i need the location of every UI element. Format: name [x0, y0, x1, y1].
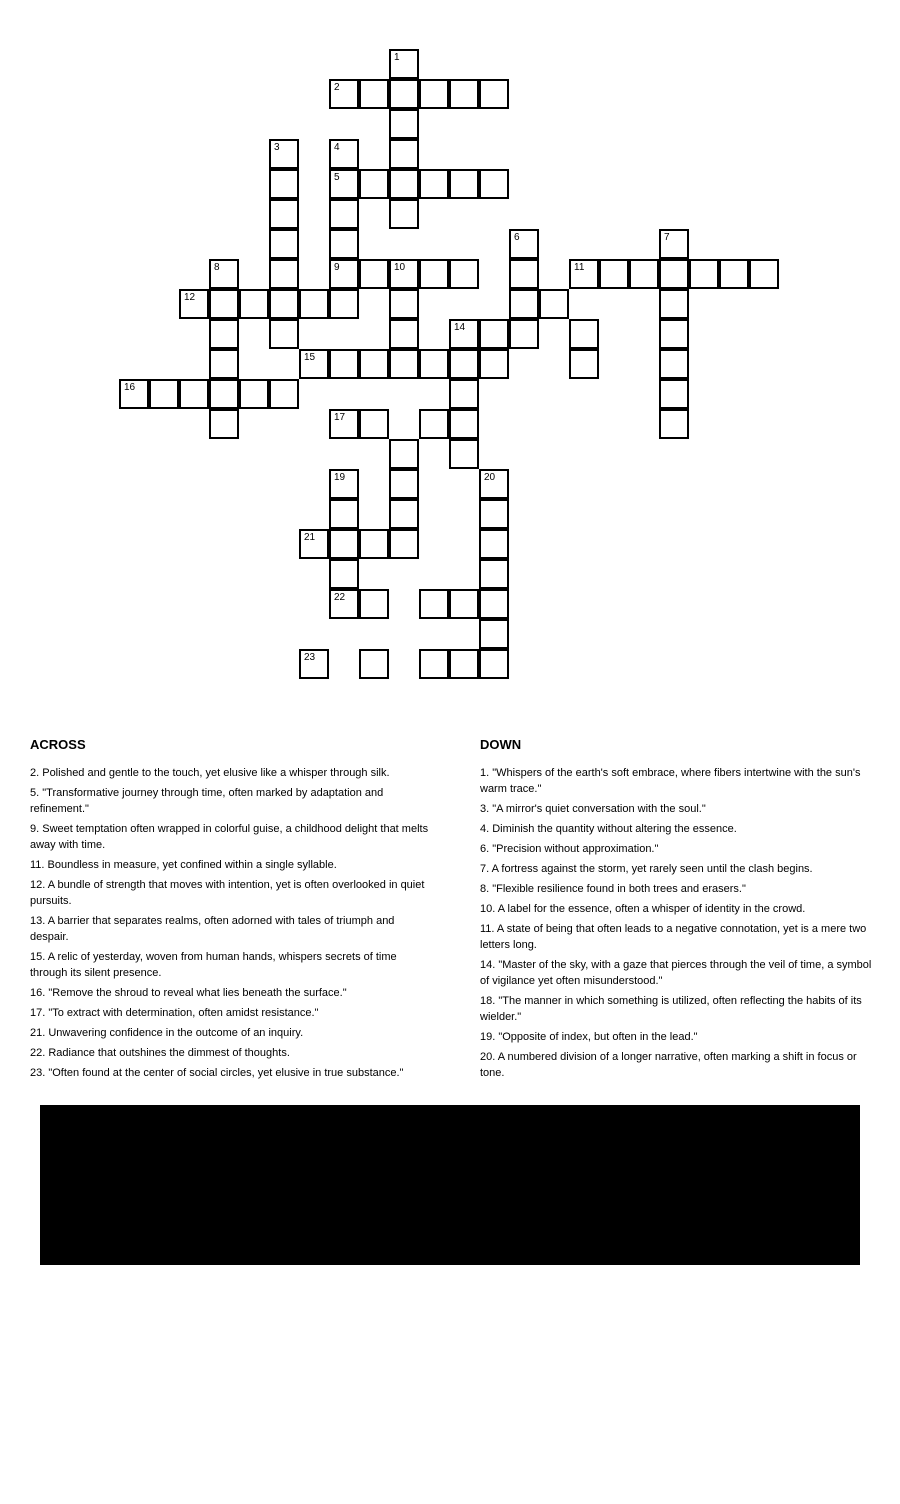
grid-cell[interactable] — [449, 589, 479, 619]
clue-number: 3 — [274, 142, 280, 153]
grid-cell[interactable] — [329, 259, 359, 289]
grid-cell[interactable] — [329, 589, 359, 619]
down-clue: 20. A numbered division of a longer narrative, often marking a shift in focus or tone. — [480, 1051, 857, 1079]
down-heading: DOWN — [480, 737, 522, 752]
across-clue: 22. Radiance that outshines the dimmest of thoughts. — [30, 1047, 290, 1059]
grid-cell[interactable] — [329, 169, 359, 199]
grid-cell[interactable] — [269, 199, 299, 229]
grid-cell[interactable] — [209, 409, 239, 439]
grid-cell[interactable] — [509, 259, 539, 289]
down-clues — [480, 737, 880, 1085]
grid-cell[interactable] — [569, 259, 599, 289]
grid-cell[interactable] — [269, 379, 299, 409]
grid-cell[interactable] — [539, 289, 569, 319]
across-clues — [30, 737, 435, 1085]
across-clue: 11. Boundless in measure, yet confined within a single syllable. — [30, 859, 337, 871]
across-clue: 15. A relic of yesterday, woven from human hands, whispers secrets of time through its silent presence. — [30, 951, 397, 979]
down-clue: 1. "Whispers of the earth's soft embrace, where fibers intertwine with the sun's warm trace." — [480, 767, 861, 795]
down-clue: 14. "Master of the sky, with a gaze that pierces through the veil of time, a symbol of vigilance yet often misunderstood." — [480, 959, 872, 987]
across-clue: 5. "Transformative journey through time, often marked by adaptation and refinement." — [30, 787, 384, 815]
grid-cell[interactable] — [359, 529, 389, 559]
grid-cell[interactable] — [389, 469, 419, 499]
grid-cell[interactable] — [209, 349, 239, 379]
clue-number: 5 — [334, 172, 340, 183]
clue-number: 16 — [124, 382, 136, 393]
grid-cell[interactable] — [479, 529, 509, 559]
clue-number: 8 — [214, 262, 220, 273]
grid-cell[interactable] — [329, 199, 359, 229]
grid-cell[interactable] — [479, 559, 509, 589]
grid-cell[interactable] — [419, 589, 449, 619]
grid-cell[interactable] — [269, 139, 299, 169]
grid-cell[interactable] — [479, 349, 509, 379]
grid-cell[interactable] — [479, 79, 509, 109]
grid-cell[interactable] — [449, 409, 479, 439]
across-heading: ACROSS — [30, 737, 86, 752]
clue-number: 12 — [184, 292, 196, 303]
grid-cell[interactable] — [359, 589, 389, 619]
clue-number: 9 — [334, 262, 340, 273]
grid-cell[interactable] — [659, 379, 689, 409]
grid-cell[interactable] — [449, 649, 479, 679]
grid-cell[interactable] — [479, 319, 509, 349]
down-clue: 10. A label for the essence, often a whisper of identity in the crowd. — [480, 903, 806, 915]
grid-cell[interactable] — [389, 529, 419, 559]
down-clue: 6. "Precision without approximation." — [480, 843, 659, 855]
grid-cell[interactable] — [659, 409, 689, 439]
grid-cell[interactable] — [329, 79, 359, 109]
grid-cell[interactable] — [119, 379, 149, 409]
grid-cell[interactable] — [329, 349, 359, 379]
grid-cell[interactable] — [479, 649, 509, 679]
across-clue: 2. Polished and gentle to the touch, yet elusive like a whisper through silk. — [30, 767, 390, 779]
grid-cell[interactable] — [269, 259, 299, 289]
clue-number: 19 — [334, 472, 346, 483]
grid-cell[interactable] — [449, 439, 479, 469]
across-clue: 17. "To extract with determination, often amidst resistance." — [30, 1007, 319, 1019]
grid-cell[interactable] — [659, 259, 689, 289]
clue-number: 15 — [304, 352, 316, 363]
ad-banner — [40, 1105, 860, 1265]
grid-cell[interactable] — [389, 109, 419, 139]
grid-cell[interactable] — [389, 79, 419, 109]
grid-cell[interactable] — [329, 469, 359, 499]
grid-cell[interactable] — [299, 529, 329, 559]
grid-cell[interactable] — [479, 589, 509, 619]
grid-cell[interactable] — [269, 289, 299, 319]
grid-cell[interactable] — [299, 349, 329, 379]
down-clue: 19. "Opposite of index, but often in the lead." — [480, 1031, 698, 1043]
grid-cell[interactable] — [389, 349, 419, 379]
grid-cell[interactable] — [599, 259, 629, 289]
grid-cell[interactable] — [419, 169, 449, 199]
grid-cell[interactable] — [359, 79, 389, 109]
grid-cell[interactable] — [359, 349, 389, 379]
grid-cell[interactable] — [449, 349, 479, 379]
grid-cell[interactable] — [329, 409, 359, 439]
grid-cell[interactable] — [389, 259, 419, 289]
down-clue: 7. A fortress against the storm, yet rarely seen until the clash begins. — [480, 863, 813, 875]
grid-cell[interactable] — [209, 379, 239, 409]
grid-cell[interactable] — [659, 349, 689, 379]
grid-cell[interactable] — [389, 499, 419, 529]
grid-cell[interactable] — [659, 319, 689, 349]
across-clue: 16. "Remove the shroud to reveal what lies beneath the surface." — [30, 987, 347, 999]
down-clue: 11. A state of being that often leads to a negative connotation, yet is a mere two letters long. — [480, 923, 867, 951]
clue-number: 20 — [484, 472, 496, 483]
grid-cell[interactable] — [449, 259, 479, 289]
grid-cell[interactable] — [479, 169, 509, 199]
grid-cell[interactable] — [269, 169, 299, 199]
grid-cell[interactable] — [449, 379, 479, 409]
grid-cell[interactable] — [509, 319, 539, 349]
grid-cell[interactable] — [329, 559, 359, 589]
across-clue: 12. A bundle of strength that moves with intention, yet is often overlooked in quiet pursuits. — [30, 879, 425, 907]
grid-cell[interactable] — [359, 169, 389, 199]
grid-cell[interactable] — [329, 529, 359, 559]
across-clue: 13. A barrier that separates realms, often adorned with tales of triumph and despair. — [30, 915, 395, 943]
grid-cell[interactable] — [359, 409, 389, 439]
across-clue: 21. Unwavering confidence in the outcome of an inquiry. — [30, 1027, 304, 1039]
grid-cell[interactable] — [719, 259, 749, 289]
grid-cell[interactable] — [389, 139, 419, 169]
grid-cell[interactable] — [509, 289, 539, 319]
grid-cell[interactable] — [389, 289, 419, 319]
clue-number: 4 — [334, 142, 340, 153]
grid-cell[interactable] — [209, 289, 239, 319]
grid-cell[interactable] — [629, 259, 659, 289]
grid-cell[interactable] — [689, 259, 719, 289]
clue-number: 10 — [394, 262, 406, 273]
grid-cell[interactable] — [569, 349, 599, 379]
grid-cell[interactable] — [449, 319, 479, 349]
across-clue: 23. "Often found at the center of social circles, yet elusive in true substance." — [30, 1067, 404, 1079]
grid-cell[interactable] — [509, 229, 539, 259]
grid-cell[interactable] — [479, 499, 509, 529]
grid-cell[interactable] — [209, 319, 239, 349]
grid-cell[interactable] — [389, 169, 419, 199]
grid-cell[interactable] — [449, 79, 479, 109]
grid-cell[interactable] — [359, 259, 389, 289]
grid-cell[interactable] — [449, 169, 479, 199]
crossword-grid — [0, 0, 900, 700]
grid-cell[interactable] — [179, 379, 209, 409]
clue-number: 11 — [574, 262, 585, 273]
grid-cell[interactable] — [419, 349, 449, 379]
grid-cell[interactable] — [389, 319, 419, 349]
grid-cell[interactable] — [419, 649, 449, 679]
clue-number: 14 — [454, 322, 466, 333]
grid-cell[interactable] — [239, 379, 269, 409]
grid-cell[interactable] — [389, 439, 419, 469]
grid-cell[interactable] — [659, 229, 689, 259]
down-clue: 4. Diminish the quantity without altering the essence. — [480, 823, 737, 835]
down-clue: 3. "A mirror's quiet conversation with the soul." — [480, 803, 706, 815]
grid-cell[interactable] — [419, 409, 449, 439]
grid-cell[interactable] — [209, 259, 239, 289]
down-clue: 18. "The manner in which something is utilized, often reflecting the habits of its wielder." — [480, 995, 862, 1023]
clue-number: 7 — [664, 232, 670, 243]
grid-cell[interactable] — [149, 379, 179, 409]
grid-cell[interactable] — [659, 289, 689, 319]
grid-cell[interactable] — [329, 139, 359, 169]
grid-cell[interactable] — [179, 289, 209, 319]
grid-cell[interactable] — [299, 289, 329, 319]
grid-cell[interactable] — [329, 229, 359, 259]
clue-number: 6 — [514, 232, 520, 243]
clue-number: 17 — [334, 412, 346, 423]
grid-cell[interactable] — [239, 289, 269, 319]
grid-cell[interactable] — [299, 649, 329, 679]
grid-cell[interactable] — [359, 649, 389, 679]
grid-cell[interactable] — [269, 319, 299, 349]
grid-cell[interactable] — [329, 289, 359, 319]
clue-number: 2 — [334, 82, 340, 93]
down-clue: 8. "Flexible resilience found in both trees and erasers." — [480, 883, 746, 895]
clue-number: 23 — [304, 652, 316, 663]
grid-cell[interactable] — [389, 199, 419, 229]
grid-cell[interactable] — [479, 469, 509, 499]
grid-cell[interactable] — [479, 619, 509, 649]
across-clue: 9. Sweet temptation often wrapped in colorful guise, a childhood delight that melts away with time. — [30, 823, 429, 851]
clue-number: 22 — [334, 592, 346, 603]
grid-cell[interactable] — [749, 259, 779, 289]
grid-cell[interactable] — [419, 259, 449, 289]
clue-number: 21 — [304, 532, 316, 543]
grid-cell[interactable] — [329, 499, 359, 529]
grid-cell[interactable] — [389, 49, 419, 79]
grid-cell[interactable] — [569, 319, 599, 349]
grid-cell[interactable] — [269, 229, 299, 259]
clue-number: 1 — [394, 52, 400, 63]
grid-cell[interactable] — [419, 79, 449, 109]
